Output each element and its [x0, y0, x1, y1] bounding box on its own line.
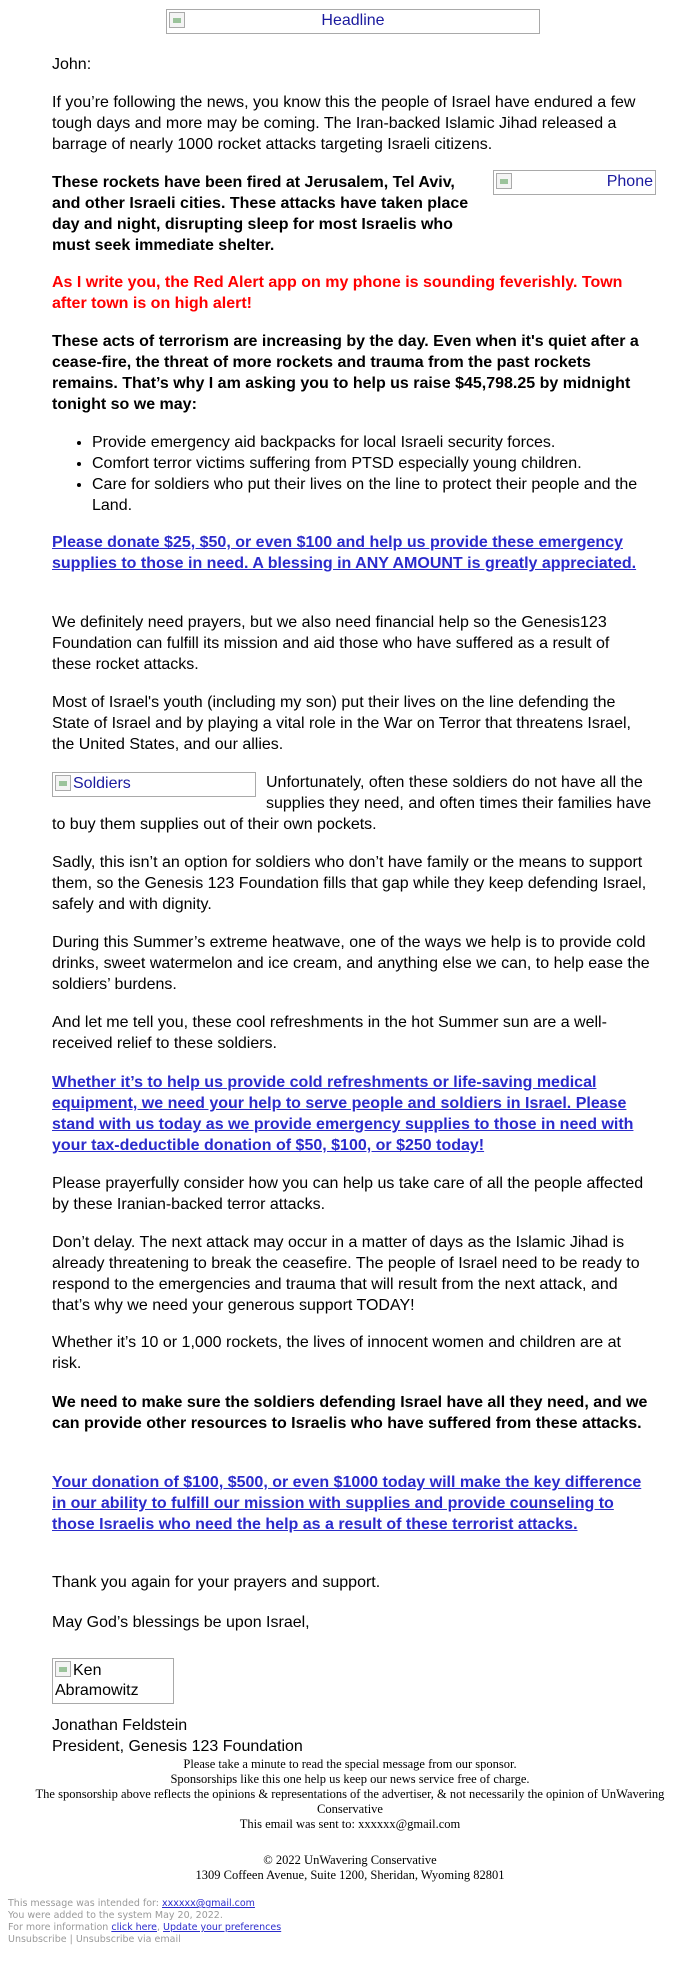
paragraph-2-text: These rockets have been fired at Jerusalem, Tel Aviv, and other Israeli cities. These attacks have taken place day and night, disrupting sleep for most Israelis who must seek immediate shelter.	[52, 174, 469, 254]
paragraph-8: Sadly, this isn’t an option for soldiers who don’t have family or the means to support them, so the Genesis 123 Foundation fills that gap while they keep defending Israel, safely and with dignity.	[52, 854, 647, 913]
more-info-label: For more information	[8, 1922, 112, 1933]
bullet-list	[52, 432, 652, 516]
list-item: • Comfort terror victims suffering from PTSD especially young children.	[92, 453, 652, 474]
more-info-line	[8, 1922, 281, 1934]
soldiers-image-alt: Soldiers	[73, 775, 131, 792]
list-item: • Care for soldiers who put their lives on the line to protect their people and the Land.	[92, 474, 652, 516]
paragraph-14: We need to make sure the soldiers defending Israel have all they need, and we can provide other resources to Israelis who have suffered from these attacks.	[52, 1394, 648, 1432]
soldiers-image[interactable]	[52, 772, 256, 797]
greeting: John:	[52, 56, 92, 73]
company-info	[20, 1853, 680, 1883]
paragraph-1: If you’re following the news, you know this the people of Israel have endured a few tough days and more may be coming. The Iran-backed Islamic Jihad released a barrage of nearly 1000 rocket attacks targeting Israeli citizens.	[52, 94, 636, 153]
phone-image-alt: Phone	[606, 173, 653, 190]
separator: |	[66, 1934, 76, 1945]
footer-line: Please take a minute to read the special message from our sponsor.	[183, 1757, 517, 1771]
paragraph-12: Don’t delay. The next attack may occur in a matter of days as the Islamic Jihad is already threatening to break the ceasefire. The people of Israel need to be ready to respond to the emergencies and trauma that will result from the next attack, and that’s why we need your generous support TODAY!	[52, 1234, 640, 1314]
paragraph-2	[52, 172, 652, 256]
list-footer	[8, 1898, 281, 1946]
update-preferences-link[interactable]: Update your preferences	[163, 1922, 282, 1933]
broken-image-icon	[55, 775, 71, 791]
signature-image	[52, 1658, 174, 1704]
address: 1309 Coffeen Avenue, Suite 1200, Sheridan, Wyoming 82801	[195, 1868, 505, 1882]
footer-line: The sponsorship above reflects the opinions & representations of the advertiser, & not necessarily the opinion of UnWavering Conservative	[35, 1787, 665, 1816]
sponsor-notice	[20, 1757, 680, 1832]
intended-label: This message was intended for:	[8, 1898, 162, 1909]
paragraph-5: We definitely need prayers, but we also need financial help so the Genesis123 Foundation can fulfill its mission and aid those who have suffered as a result of these rocket attacks.	[52, 614, 610, 673]
donate-link-1[interactable]: Please donate $25, $50, or even $100 and help us provide these emergency supplies to those in need. A blessing in ANY AMOUNT is greatly appreciated.	[52, 534, 637, 572]
list-item: • Provide emergency aid backpacks for local Israeli security forces.	[92, 432, 652, 453]
red-alert-paragraph: As I write you, the Red Alert app on my phone is sounding feverishly. Town after town is on high alert!	[52, 274, 623, 312]
signature-name: Jonathan Feldstein	[52, 1717, 188, 1734]
headline-image[interactable]	[166, 9, 540, 34]
paragraph-13: Whether it’s 10 or 1,000 rockets, the lives of innocent women and children are at risk.	[52, 1334, 621, 1372]
signature-title: President, Genesis 123 Foundation	[52, 1738, 303, 1755]
signature-image-alt: Ken Abramowitz	[55, 1662, 139, 1699]
added-line: You were added to the system May 20, 2022.	[8, 1910, 223, 1921]
closing-1: Thank you again for your prayers and support.	[52, 1574, 381, 1591]
paragraph-11: Please prayerfully consider how you can help us take care of all the people affected by these Iranian-backed terror attacks.	[52, 1175, 644, 1213]
closing-2: May God’s blessings be upon Israel,	[52, 1614, 310, 1631]
unsubscribe-line	[8, 1934, 281, 1946]
paragraph-7-text: Unfortunately, often these soldiers do not have all the supplies they need, and often times their families have to buy them supplies out of their own pockets.	[52, 774, 652, 833]
donate-link-2[interactable]: Whether it’s to help us provide cold refreshments or life-saving medical equipment, we need your help to serve people and soldiers in Israel. Please stand with us today as we provide emergency supplies to those in need with your tax-deductible donation of $50, $100, or $250 today!	[52, 1074, 634, 1154]
headline-image-alt: Headline	[321, 12, 385, 29]
broken-image-icon	[169, 12, 185, 28]
intended-email-link[interactable]: xxxxxx@gmail.com	[162, 1898, 255, 1909]
intended-line	[8, 1898, 281, 1910]
unsubscribe-email-link[interactable]: Unsubscribe via email	[75, 1934, 181, 1945]
unsubscribe-link[interactable]: Unsubscribe	[8, 1934, 67, 1945]
footer-line: This email was sent to: xxxxxx@gmail.com	[239, 1817, 461, 1831]
paragraph-4: These acts of terrorism are increasing by the day. Even when it's quiet after a cease-fire, the threat of more rockets and trauma from the past rockets remains. That’s why I am asking you to help us raise $45,798.25 by midnight tonight so we may:	[52, 333, 639, 413]
paragraph-10: And let me tell you, these cool refreshments in the hot Summer sun are a well-received relief to these soldiers.	[52, 1014, 607, 1052]
click-here-link[interactable]: click here	[111, 1922, 157, 1933]
paragraph-9: During this Summer’s extreme heatwave, one of the ways we help is to provide cold drinks, sweet watermelon and ice cream, and anything else we can, to help ease the soldiers’ burdens.	[52, 934, 650, 993]
donate-link-3[interactable]: Your donation of $100, $500, or even $1000 today will make the key difference in our ability to fulfill our mission with supplies and provide counseling to those Israelis who need the help as a result of these terrorist attacks.	[52, 1474, 642, 1533]
copyright: © 2022 UnWavering Conservative	[263, 1853, 437, 1867]
comma: ,	[157, 1922, 164, 1933]
footer-line: Sponsorships like this one help us keep our news service free of charge.	[170, 1772, 530, 1786]
paragraph-6: Most of Israel's youth (including my son) put their lives on the line defending the State of Israel and by playing a vital role in the War on Terror that threatens Israel, the United States, and our allies.	[52, 694, 631, 753]
